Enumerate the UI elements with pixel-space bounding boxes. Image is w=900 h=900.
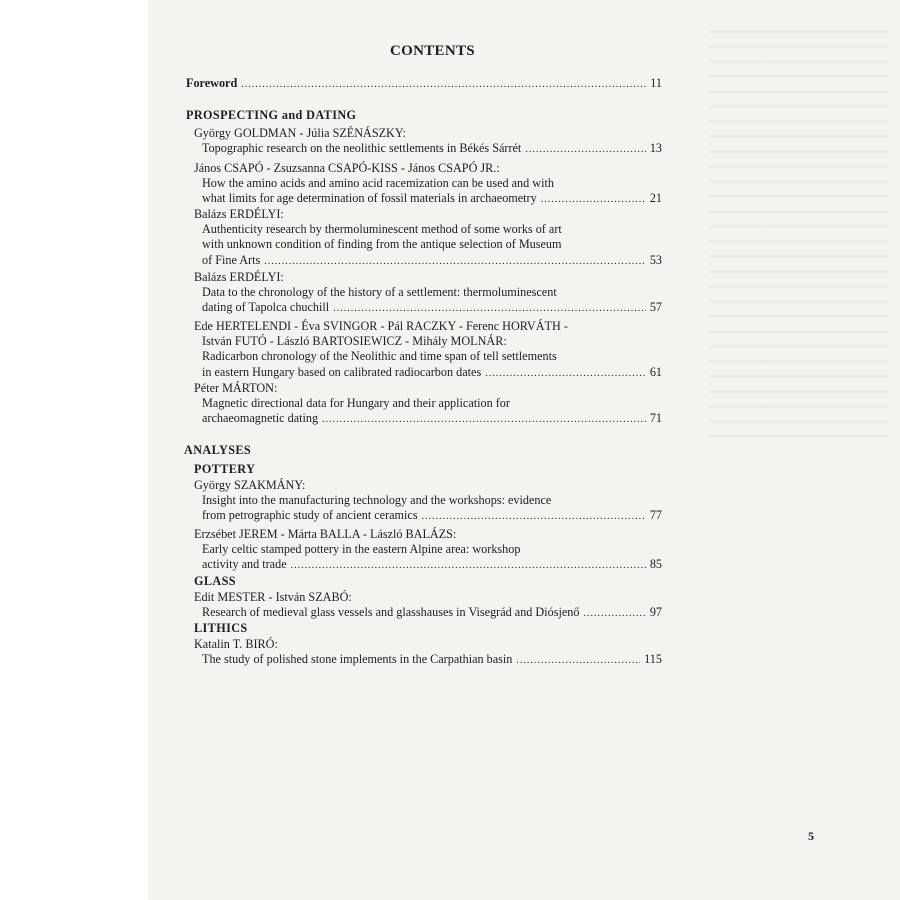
section-heading-analyses: ANALYSES <box>184 443 252 457</box>
entry-page: 53 <box>649 252 662 267</box>
entry-title: Topographic research on the neolithic settlements in Békés Sárrét <box>202 141 522 156</box>
entry-authors: Edit MESTER - István SZABÓ: <box>194 590 352 604</box>
entry-title: Early celtic stamped pottery in the eastern Alpine area: workshop <box>202 542 521 557</box>
entry-page: 61 <box>649 364 662 379</box>
entry-page: 13 <box>649 141 662 156</box>
foreword-page: 11 <box>650 76 662 90</box>
toc-entry <box>186 161 662 208</box>
entry-authors: János CSAPÓ - Zsuzsanna CSAPÓ-KISS - János CSAPÓ JR.: <box>194 161 500 175</box>
entry-title: what limits for age determination of fossil materials in archaeometry <box>202 191 537 206</box>
subsection-heading-lithics: LITHICS <box>194 621 248 635</box>
leader-dots <box>485 366 646 381</box>
toc-entry <box>186 319 662 381</box>
entry-title: Radicarbon chronology of the Neolithic and time span of tell settlements <box>202 349 557 364</box>
toc-entry <box>186 270 662 317</box>
entry-title: from petrographic study of ancient ceramics <box>202 508 418 523</box>
toc-entry <box>186 126 662 157</box>
page-number: 5 <box>808 829 814 843</box>
entry-title: archaeomagnetic dating <box>202 411 319 426</box>
leader-dots <box>333 301 646 316</box>
entry-authors: György GOLDMAN - Júlia SZÉNÁSZKY: <box>194 126 406 140</box>
foreword-label: Foreword <box>186 76 238 90</box>
page-title: CONTENTS <box>390 43 475 59</box>
entry-title: Magnetic directional data for Hungary and their application for <box>202 396 510 411</box>
toc-entry <box>186 590 662 621</box>
entry-authors: Ede HERTELENDI - Éva SVINGOR - Pál RACZKY - Ferenc HORVÁTH - <box>194 319 568 333</box>
entry-page: 85 <box>649 557 662 572</box>
leader-dots <box>264 254 646 269</box>
subsection-heading-pottery: POTTERY <box>194 462 256 476</box>
entry-page: 71 <box>649 411 662 426</box>
entry-authors: Balázs ERDÉLYI: <box>194 270 284 284</box>
leader-dots <box>583 606 645 621</box>
toc-entry <box>186 381 662 428</box>
entry-title: Authenticity research by thermoluminescent method of some works of art <box>202 222 562 237</box>
leader-dots <box>241 77 646 92</box>
leader-dots <box>291 558 646 573</box>
toc-entry <box>186 207 662 269</box>
entry-page: 97 <box>649 605 662 620</box>
entry-title: Research of medieval glass vessels and glasshauses in Visegrád and Diósjenő <box>202 605 580 620</box>
entry-authors: István FUTÓ - László BARTOSIEWICZ - Mihály MOLNÁR: <box>202 334 507 349</box>
leader-dots <box>322 412 646 427</box>
leader-dots <box>516 653 640 668</box>
entry-title: How the amino acids and amino acid racemization can be used and with <box>202 176 554 191</box>
subsection-heading-glass: GLASS <box>194 574 236 588</box>
entry-authors: Katalin T. BIRÓ: <box>194 637 278 651</box>
entry-title: Data to the chronology of the history of a settlement: thermoluminescent <box>202 285 557 300</box>
entry-title: activity and trade <box>202 557 287 572</box>
show-through-text <box>708 30 888 450</box>
toc-entry <box>186 478 662 525</box>
toc-entry <box>186 637 662 668</box>
leader-dots <box>541 192 646 207</box>
section-heading-prospecting: PROSPECTING and DATING <box>186 108 357 122</box>
toc-entry <box>186 527 662 574</box>
entry-authors: György SZAKMÁNY: <box>194 478 306 492</box>
entry-title: with unknown condition of finding from the antique selection of Museum <box>202 237 562 252</box>
foreword-entry <box>186 76 662 92</box>
entry-page: 21 <box>649 191 662 206</box>
leader-dots <box>422 509 646 524</box>
entry-title: in eastern Hungary based on calibrated radiocarbon dates <box>202 364 482 379</box>
entry-authors: Péter MÁRTON: <box>194 381 278 395</box>
entry-authors: Balázs ERDÉLYI: <box>194 207 284 221</box>
entry-title: dating of Tapolca chuchill <box>202 300 330 315</box>
entry-title: Insight into the manufacturing technology and the workshops: evidence <box>202 493 552 508</box>
entry-authors: Erzsébet JEREM - Márta BALLA - László BALÁZS: <box>194 527 457 541</box>
entry-page: 77 <box>649 508 662 523</box>
entry-page: 57 <box>649 300 662 315</box>
entry-title: The study of polished stone implements in the Carpathian basin <box>202 652 513 667</box>
entry-title: of Fine Arts <box>202 252 261 267</box>
leader-dots <box>525 142 646 157</box>
entry-page: 115 <box>644 652 662 667</box>
